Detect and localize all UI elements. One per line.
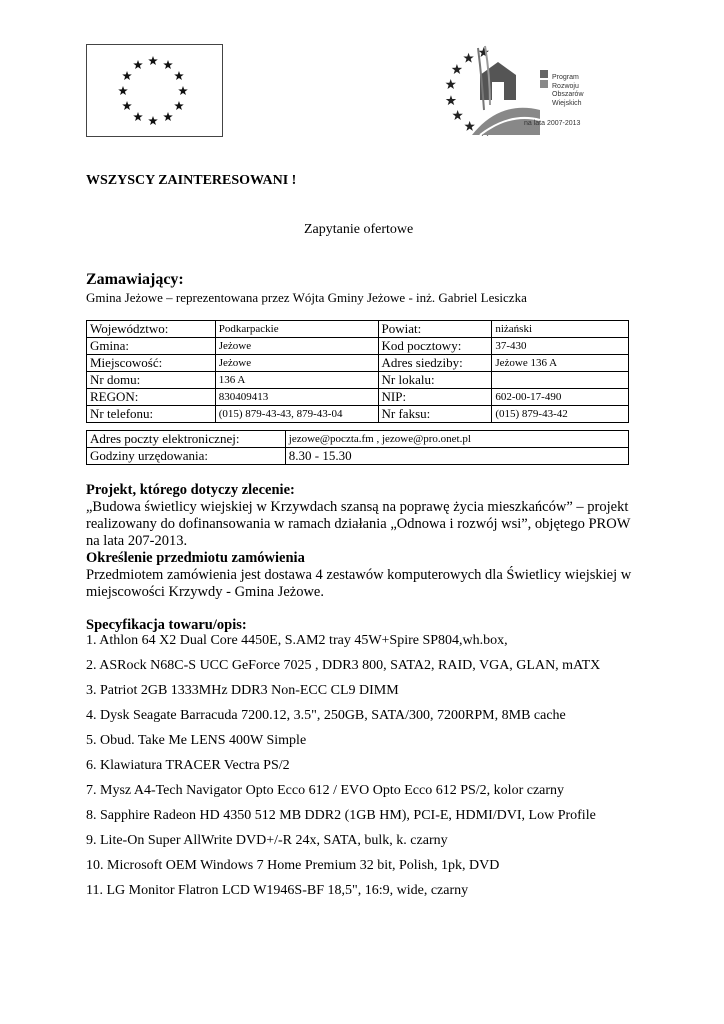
field-label: Miejscowość: <box>87 355 216 372</box>
eu-star <box>148 56 158 65</box>
field-value: Jeżowe <box>215 355 378 372</box>
table-row <box>87 406 629 423</box>
field-label: Kod pocztowy: <box>378 338 492 355</box>
prow-line: Wiejskich <box>552 99 582 107</box>
zamawiajacy-title: Zamawiający: <box>86 271 184 288</box>
field-value: 602-00-17-490 <box>492 389 629 406</box>
prow-line: Rozwoju <box>552 82 579 90</box>
spec-title: Specyfikacja towaru/opis: <box>86 617 247 633</box>
table-row <box>87 431 629 448</box>
eu-flag-logo <box>86 44 223 137</box>
email-value: jezowe@poczta.fm , jezowe@pro.onet.pl <box>285 431 628 448</box>
field-label: NIP: <box>378 389 492 406</box>
eu-star <box>118 86 128 95</box>
field-value: Jeżowe 136 A <box>492 355 629 372</box>
document-subject: Zapytanie ofertowe <box>304 222 414 237</box>
field-value: 830409413 <box>215 389 378 406</box>
subject-title: Określenie przedmiotu zamówienia <box>86 550 305 566</box>
spec-item: 6. Klawiatura TRACER Vectra PS/2 <box>86 758 290 773</box>
prow-star <box>463 53 473 63</box>
spec-item: 4. Dysk Seagate Barracuda 7200.12, 3.5", 250GB, SATA/300, 7200RPM, 8MB cache <box>86 708 566 723</box>
eu-star <box>178 86 188 95</box>
prow-star <box>446 95 456 105</box>
spec-item: 10. Microsoft OEM Windows 7 Home Premium 32 bit, Polish, 1pk, DVD <box>86 858 500 873</box>
spec-item: 1. Athlon 64 X2 Dual Core 4450E, S.AM2 tray 45W+Spire SP804,wh.box, <box>86 633 508 648</box>
spec-item: 8. Sapphire Radeon HD 4350 512 MB DDR2 (1GB HM), PCI-E, HDMI/DVI, Low Profile <box>86 808 596 823</box>
prow-line: Program <box>552 74 579 81</box>
field-value: Podkarpackie <box>215 321 378 338</box>
prow-logo-text <box>552 74 584 108</box>
table-row <box>87 372 629 389</box>
table-row <box>87 389 629 406</box>
field-value: niżański <box>492 321 629 338</box>
email-label: Adres poczty elektronicznej: <box>87 431 286 448</box>
prow-star <box>452 110 462 120</box>
spec-item: 9. Lite-On Super AllWrite DVD+/-R 24x, SATA, bulk, k. czarny <box>86 833 448 848</box>
field-value: (015) 879-43-42 <box>492 406 629 423</box>
hours-value: 8.30 - 15.30 <box>285 448 628 465</box>
field-value: (015) 879-43-43, 879-43-04 <box>215 406 378 423</box>
field-label: Nr domu: <box>87 372 216 389</box>
table-row <box>87 338 629 355</box>
field-value: 37-430 <box>492 338 629 355</box>
eu-star <box>133 60 143 69</box>
eu-star <box>133 112 143 121</box>
zamawiajacy-description: Gmina Jeżowe – reprezentowana przez Wójta Gminy Jeżowe - inż. Gabriel Lesiczka <box>86 290 527 305</box>
subject-line: Przedmiotem zamówienia jest dostawa 4 zestawów komputerowych dla Świetlicy wiejskiej w <box>86 567 632 583</box>
project-line: realizowany do dofinansowania w ramach działania „Odnowa i rozwój wsi”, objętego PROW <box>86 516 631 532</box>
field-value: Jeżowe <box>215 338 378 355</box>
prow-years: na lata 2007-2013 <box>524 120 581 127</box>
field-label: Nr lokalu: <box>378 372 492 389</box>
field-label: Adres siedziby: <box>378 355 492 372</box>
project-title: Projekt, którego dotyczy zlecenie: <box>86 482 295 498</box>
field-label: Województwo: <box>87 321 216 338</box>
eu-star <box>163 60 173 69</box>
subject-line: miejscowości Krzywdy - Gmina Jeżowe. <box>86 584 324 600</box>
spec-item: 11. LG Monitor Flatron LCD W1946S-BF 18,5", 16:9, wide, czarny <box>86 883 469 898</box>
field-label: Nr faksu: <box>378 406 492 423</box>
prow-line: Obszarów <box>552 91 584 98</box>
eu-star <box>122 101 132 110</box>
prow-star <box>445 79 455 89</box>
spec-item: 2. ASRock N68C-S UCC GeForce 7025 , DDR3 800, SATA2, RAID, VGA, GLAN, mATX <box>86 658 601 673</box>
eu-star <box>174 101 184 110</box>
eu-star <box>122 71 132 80</box>
field-label: Nr telefonu: <box>87 406 216 423</box>
hours-label: Godziny urzędowania: <box>87 448 286 465</box>
spec-item: 7. Mysz A4-Tech Navigator Opto Ecco 612 / EVO Opto Ecco 612 PS/2, kolor czarny <box>86 783 565 798</box>
field-label: REGON: <box>87 389 216 406</box>
table-row <box>87 355 629 372</box>
table-row <box>87 321 629 338</box>
eu-star <box>163 112 173 121</box>
field-label: Gmina: <box>87 338 216 355</box>
heading: WSZYSCY ZAINTERESOWANI ! <box>86 173 297 188</box>
prow-star <box>452 64 462 74</box>
project-line: na lata 207-2013. <box>86 533 188 549</box>
contact-table <box>86 430 629 465</box>
info-table <box>86 320 629 423</box>
prow-star <box>464 121 474 131</box>
spec-item: 3. Patriot 2GB 1333MHz DDR3 Non-ECC CL9 DIMM <box>86 683 399 698</box>
field-value <box>492 372 629 389</box>
eu-star <box>174 71 184 80</box>
spec-item: 5. Obud. Take Me LENS 400W Simple <box>86 733 307 748</box>
field-value: 136 A <box>215 372 378 389</box>
field-label: Powiat: <box>378 321 492 338</box>
eu-star <box>148 116 158 125</box>
project-line: „Budowa świetlicy wiejskiej w Krzywdach szansą na poprawę życia mieszkańców” – projekt <box>86 499 629 515</box>
eu-stars-icon <box>87 45 222 136</box>
table-row <box>87 448 629 465</box>
